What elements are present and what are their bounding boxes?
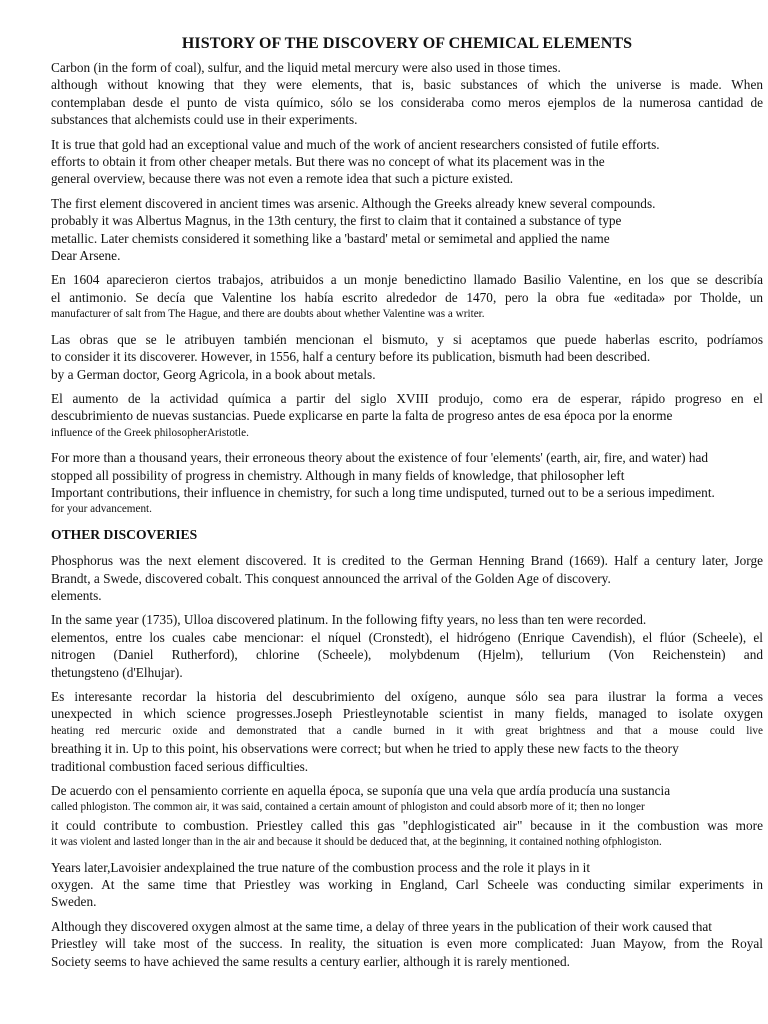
paragraph-gold [51, 136, 763, 188]
text-line: Sweden. [51, 894, 97, 910]
text-line: In the same year (1735), Ulloa discovered platinum. In the following fifty years, no less than ten were recorded. [51, 612, 647, 628]
paragraph-platinum [51, 611, 763, 681]
text-line: probably it was Albertus Magnus, in the 13th century, the first to claim that it contained a substance of type [51, 213, 622, 229]
document-title: HISTORY OF THE DISCOVERY OF CHEMICAL ELEMENTS [181, 35, 633, 52]
text-line: heating red mercuric oxide and demonstrated that a candle burned in it with great brightness and that a mouse could live [51, 724, 763, 737]
text-line: stopped all possibility of progress in chemistry. Although in many fields of knowledge, that philosopher left [51, 467, 625, 483]
text-line: Society seems to have achieved the same results a century earlier, although it is rarely mentioned. [51, 953, 570, 969]
text-line: el antimonio. Se decía que Valentine los había escrito alrededor de 1470, pero la obra fue «editada» por Tholde, un [51, 289, 763, 305]
document-page [51, 34, 763, 977]
paragraph-lavoisier [51, 859, 763, 911]
text-line: Priestley will take most of the success. In reality, the situation is even more complicated: Juan Mayow, from the Royal [51, 936, 763, 952]
paragraph-carbon [51, 59, 763, 129]
text-line: for your advancement. [51, 503, 152, 516]
text-line: manufacturer of salt from The Hague, and there are doubts about whether Valentine was a writer. [51, 308, 485, 321]
text-line: Important contributions, their influence in chemistry, for such a long time undisputed, turned out to be a serious impediment. [51, 484, 715, 500]
text-line: Phosphorus was the next element discovered. It is credited to the German Henning Brand (1669). Half a century later, Jorge [51, 553, 763, 569]
paragraph-phosphorus [51, 552, 763, 604]
paragraph-chemical-activity [51, 390, 763, 442]
text-line: substances that alchemists could use in their experiments. [51, 112, 358, 128]
text-line: it could contribute to combustion. Priestley called this gas "dephlogisticated air" because in it the combustion was more [51, 817, 763, 833]
text-line: influence of the Greek philosopherAristotle. [51, 426, 249, 439]
text-line: Years later,Lavoisier andexplained the true nature of the combustion process and the role it plays in it [51, 859, 591, 875]
text-line: thetungsteno (d'Elhujar). [51, 664, 183, 680]
text-line: metallic. Later chemists considered it something like a 'bastard' metal or semimetal and applied the name [51, 230, 610, 246]
text-line: traditional combustion faced serious difficulties. [51, 758, 309, 774]
text-line: Carbon (in the form of coal), sulfur, and the liquid metal mercury were also used in those times. [51, 60, 561, 75]
paragraph-priestley-success [51, 918, 763, 970]
text-line: oxygen. At the same time that Priestley was working in England, Carl Scheele was conducting similar experiments in [51, 877, 763, 893]
paragraph-phlogiston [51, 782, 763, 852]
text-line: descubrimiento de nuevas sustancias. Puede explicarse en parte la falta de progreso antes de esa época por la enorme [51, 408, 673, 424]
text-line: El aumento de la actividad química a partir del siglo XVIII produjo, como era de esperar, rápido progreso en el [51, 390, 763, 406]
text-line: De acuerdo con el pensamiento corriente en aquella época, se suponía que una vela que ardía producía una sustancia [51, 783, 671, 799]
text-line: Las obras que se le atribuyen también mencionan el bismuto, y si aceptamos que puede haberlas escrito, podríamos [51, 331, 763, 347]
text-line: For more than a thousand years, their erroneous theory about the existence of four 'elements' (earth, air, fire, and water) had [51, 450, 709, 466]
text-line: contemplaban desde el punto de vista químico, sólo se los consideraba como meros ejemplos de la numerosa cantidad de [51, 94, 763, 110]
text-line: although without knowing that they were elements, that is, basic substances of which the universe is made. When [51, 77, 763, 93]
text-line: The first element discovered in ancient times was arsenic. Although the Greeks already knew several compounds. [51, 195, 656, 211]
text-line: general overview, because there was not even a remote idea that such a picture existed. [51, 171, 514, 187]
text-line: efforts to obtain it from other cheaper metals. But there was no concept of what its placement was in the [51, 154, 605, 170]
text-line: elements. [51, 587, 102, 603]
text-line: Dear Arsene. [51, 248, 121, 264]
text-line: Es interesante recordar la historia del descubrimiento del oxígeno, aunque sólo sea para ilustrar la forma a veces [51, 689, 763, 704]
text-line: Although they discovered oxygen almost at the same time, a delay of three years in the publication of their work caused that [51, 918, 712, 934]
text-line: by a German doctor, Georg Agricola, in a book about metals. [51, 366, 376, 382]
text-line: nitrogen (Daniel Rutherford), chlorine (Scheele), molybdenum (Hjelm), tellurium (Von Reichenstein) and [51, 647, 763, 663]
text-line: breathing it in. Up to this point, his observations were correct; but when he tried to apply these new facts to the theory [51, 741, 679, 757]
paragraph-antimony [51, 271, 763, 323]
text-line: to consider it its discoverer. However, in 1556, half a century before its publication, bismuth had been described. [51, 349, 651, 365]
paragraph-four-elements [51, 449, 763, 519]
text-line: called phlogiston. The common air, it was said, contained a certain amount of phlogiston and could absorb more of it; then no longer [51, 801, 645, 814]
text-line: En 1604 aparecieron ciertos trabajos, atribuidos a un monje benedictino llamado Basilio Valentine, en los que se describía [51, 272, 763, 288]
text-line: It is true that gold had an exceptional value and much of the work of ancient researchers consisted of futile efforts. [51, 136, 660, 152]
paragraph-arsenic [51, 195, 763, 265]
section-heading: OTHER DISCOVERIES [51, 526, 198, 542]
text-line: it was violent and lasted longer than in the air and because it should be deduced that, at the beginning, it contained nothing ofphlogiston. [51, 836, 662, 849]
paragraph-oxygen-history [51, 688, 763, 775]
paragraph-bismuth [51, 331, 763, 383]
text-line: Brandt, a Swede, discovered cobalt. This conquest announced the arrival of the Golden Age of discovery. [51, 570, 611, 586]
text-line: unexpected in which science progresses.Joseph Priestleynotable scientist in many fields, managed to isolate oxygen [51, 706, 763, 722]
text-line: elementos, entre los cuales cabe mencionar: el níquel (Cronstedt), el hidrógeno (Enrique Cavendish), el flúor (Scheele), el [51, 629, 763, 645]
